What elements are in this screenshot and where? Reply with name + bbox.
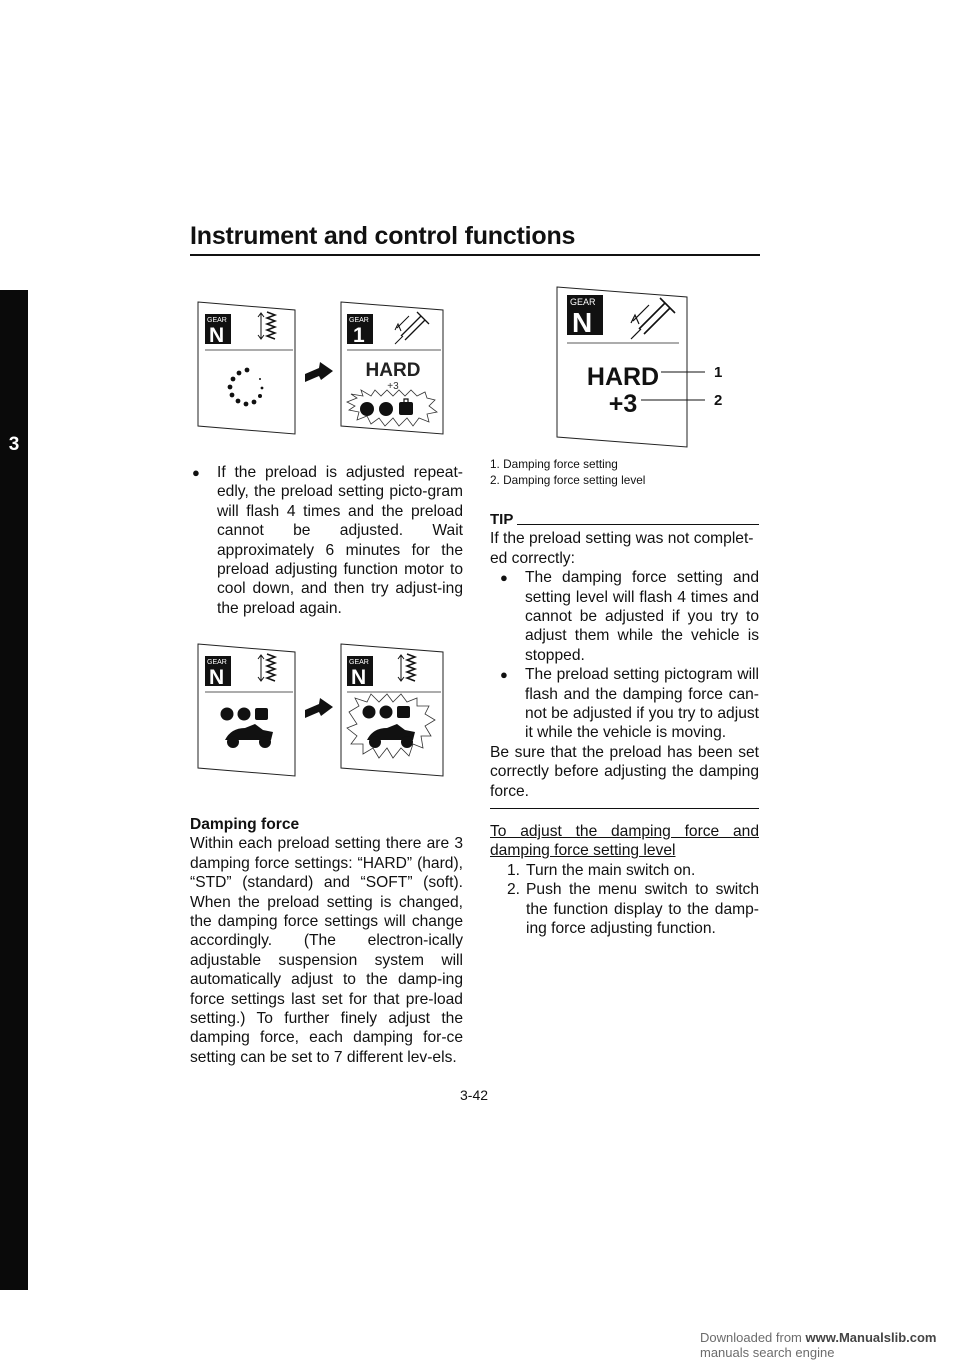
tip-top-rule (517, 524, 759, 525)
damping-level-text: +3 (608, 390, 638, 418)
procedure-section (490, 822, 759, 938)
gear-label: GEAR (207, 659, 227, 666)
title-rule (190, 254, 760, 256)
tip-bullet-text: The damping force setting and setting level will flash 4 times and cannot be adjusted if you try to adjust them while the vehicle is stopped. (525, 569, 759, 664)
display-panel-left (198, 644, 295, 776)
damping-mode-text: HARD (586, 363, 660, 391)
page-number: 3-42 (460, 1087, 489, 1103)
caption-2: 2. Damping force setting level (490, 473, 646, 487)
bullet-icon: ● (500, 667, 508, 683)
tip-box (490, 510, 759, 809)
footer-suffix: manuals search engine (700, 1345, 835, 1360)
figure-preload-flash (195, 640, 447, 780)
tip-intro: If the preload setting was not complet-ed correctly: (490, 530, 754, 567)
gear-value: N (209, 324, 225, 347)
gear-value: 1 (353, 324, 365, 347)
gear-label: GEAR (207, 317, 227, 324)
preload-warning-bullet (190, 463, 463, 618)
tip-bullet (498, 665, 759, 743)
figure-damping-display (555, 285, 735, 450)
tip-bullet-text: The preload setting pictogram will flash and the damping force can-not be adjusted if you try to adjust it while the vehicle is moving. (525, 666, 759, 742)
rider-passenger-luggage-icon (221, 708, 269, 721)
display-panel-left (198, 302, 295, 434)
display-panel-right (341, 302, 443, 434)
arrow-right-icon (305, 698, 333, 718)
damping-mode-text: HARD (365, 360, 421, 381)
procedure-step (490, 861, 759, 880)
arrow-right-icon (305, 362, 333, 382)
figure-preload-to-hard (195, 298, 447, 438)
tip-bottom-rule (490, 808, 759, 809)
chapter-tab-number: 3 (8, 434, 20, 455)
gear-label: GEAR (349, 659, 369, 666)
gear-label: GEAR (349, 317, 369, 324)
step-number: 2. (506, 881, 520, 899)
callout-1: 1 (714, 364, 723, 381)
damping-force-section (190, 815, 463, 1067)
damping-force-heading: Damping force (190, 816, 300, 833)
gear-value: N (209, 666, 225, 689)
footer-site[interactable]: www.Manualslib.com (805, 1330, 937, 1345)
tip-label: TIP (490, 511, 514, 528)
gear-label: GEAR (570, 297, 596, 307)
gear-value: N (572, 307, 593, 338)
step-text: Push the menu switch to switch the function display to the damp-ing force adjusting function. (526, 881, 759, 938)
display-panel-right (341, 644, 443, 776)
rider-passenger-luggage-icon (363, 706, 411, 719)
page-title: Instrument and control functions (190, 222, 576, 250)
callout-2: 2 (714, 392, 723, 409)
bullet-icon: ● (192, 465, 200, 480)
caption-1: 1. Damping force setting (490, 457, 618, 471)
damping-level-text: +3 (387, 381, 399, 392)
tip-closing: Be sure that the preload has been set correctly before adjusting the damping force. (490, 743, 759, 800)
procedure-step (490, 880, 759, 938)
figure-captions (490, 456, 759, 488)
damping-force-text: Within each preload setting there are 3 damping force settings: “HARD” (hard), “STD” (standard) and “SOFT” (soft). When the preload setting is changed, the damping force settings will change accordingly. (The electron-ically adjustable suspension system will automatically adjust to the damp-ing force settings last set for that pre-load setting.) To further finely adjust the damping force, each damping for-ce setting can be set to 7 different lev-els. (190, 835, 463, 1066)
footer-prefix: Downloaded from (700, 1330, 806, 1345)
step-text: Turn the main switch on. (526, 861, 696, 879)
procedure-heading: To adjust the damping force and damping force setting level (490, 823, 759, 860)
bullet-text: If the preload is adjusted repeat-edly, the preload setting picto-gram will flash 4 times and the preload cannot be adjusted. Wait approximately 6 minutes for the preload adjusting function motor to cool down, and then try adjust-ing the preload again. (217, 464, 463, 617)
bullet-icon: ● (500, 570, 508, 586)
gear-value: N (351, 666, 367, 689)
tip-bullet (498, 568, 759, 665)
footer-watermark (700, 1330, 960, 1360)
step-number: 1. (506, 861, 520, 879)
